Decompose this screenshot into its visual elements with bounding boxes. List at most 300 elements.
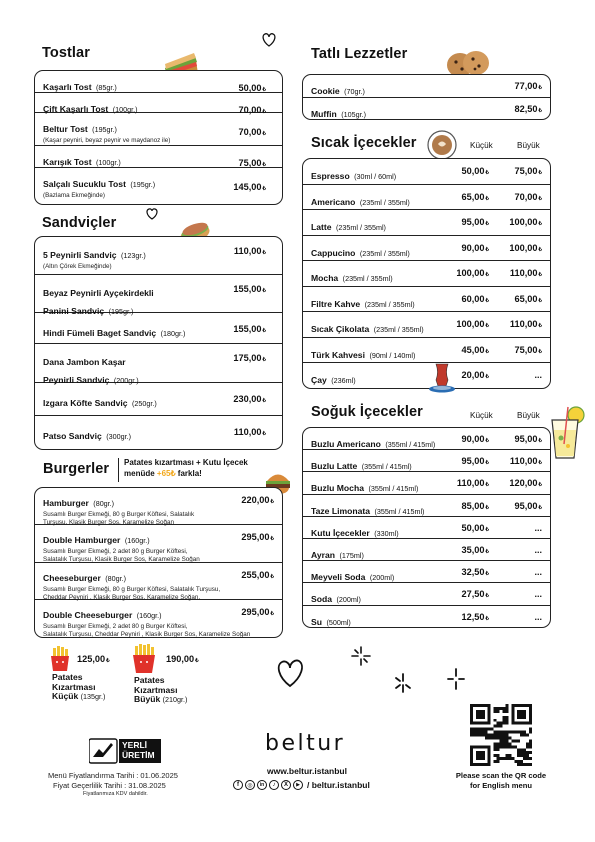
sicak-panel: [302, 158, 551, 389]
promo-text-b: farkla!: [175, 468, 202, 478]
fries-big-price: [166, 654, 199, 664]
item-name: Salçalı Sucuklu Tost: [43, 179, 126, 189]
price-small: [462, 545, 490, 555]
price-small-value: 20,00: [461, 370, 485, 380]
price-big: [510, 319, 542, 329]
drink-name: Buzlu Americano: [311, 439, 381, 449]
qr-line2: for English menu: [469, 780, 533, 790]
instagram-icon[interactable]: ◎: [245, 780, 255, 790]
tatli-list: [303, 75, 550, 119]
promo-line1: Patates kızartması + Kutu İçecek: [124, 458, 248, 467]
drink-item: [311, 217, 542, 235]
fries-small-price: [77, 654, 110, 664]
item-name: Double Hamburger: [43, 535, 121, 545]
yerli-text: YERLİ: [122, 740, 148, 750]
price-small: [462, 567, 490, 577]
menu-item: [43, 605, 274, 639]
menu-row: [35, 313, 282, 344]
soguk-panel: [302, 427, 551, 628]
item-price: [241, 495, 274, 505]
item-price-value: 75,00: [238, 158, 262, 168]
price-small-value: 32,50: [461, 567, 485, 578]
promo-text-a: menüde: [124, 468, 157, 478]
qr-caption: [440, 771, 562, 790]
drink-row: [303, 338, 550, 364]
price-big-value: ...: [534, 567, 542, 578]
drink-item: [311, 345, 542, 363]
item-size: (80gr.): [93, 499, 115, 508]
item-line: [311, 319, 542, 337]
facebook-icon[interactable]: f: [233, 780, 243, 790]
currency-symbol: ₺: [538, 482, 542, 489]
price-big-value: 95,00: [514, 500, 538, 511]
menu-row: [35, 563, 282, 600]
drink-size: (235ml / 355ml): [364, 299, 415, 309]
heart-icon: [145, 207, 159, 226]
currency-symbol: ₺: [262, 250, 266, 256]
item-price: [233, 324, 266, 334]
item-price: [234, 246, 266, 256]
currency-symbol: ₺: [485, 323, 489, 329]
fries-big-icon: [130, 644, 158, 679]
fries-big-label: [134, 676, 187, 705]
currency-symbol: ₺: [262, 131, 266, 137]
menu-row: [35, 168, 282, 204]
fries-big-l1: Patates: [134, 675, 165, 685]
item-description: Turşusu, Klasik Burger Sos, Karamelize Soğan: [43, 519, 175, 526]
currency-symbol: ₺: [538, 272, 542, 278]
drink-row: [303, 472, 550, 494]
item-price-value: 220,00: [241, 495, 270, 505]
price-small: [462, 434, 490, 444]
price-big-value: 120,00: [509, 478, 538, 489]
item-price: [239, 83, 267, 93]
currency-symbol: ₺: [485, 374, 489, 380]
price-small-value: 100,00: [456, 268, 485, 278]
pricing-dates: [48, 771, 178, 800]
price-small: [462, 345, 490, 355]
drink-row: [303, 583, 550, 605]
price-big: [510, 268, 542, 278]
linkedin-icon[interactable]: in: [257, 780, 267, 790]
sicak-col-big: Büyük: [517, 141, 540, 150]
currency-symbol: ₺: [538, 195, 542, 202]
currency-symbol: ₺: [485, 297, 489, 304]
currency-symbol: ₺: [106, 658, 110, 664]
item-price: [241, 607, 274, 617]
drink-name: Americano: [311, 196, 356, 207]
sicak-col-small: Küçük: [470, 141, 493, 150]
menu-row: [35, 146, 282, 168]
currency-symbol: ₺: [262, 357, 266, 363]
sparkle-doodle-icon-2: [392, 672, 414, 699]
price-big-value: 110,00: [509, 268, 538, 278]
currency-symbol: ₺: [538, 323, 542, 329]
drink-row: [303, 210, 550, 236]
currency-symbol: ₺: [538, 246, 542, 253]
item-price-value: 77,00: [514, 81, 538, 91]
price-big-value: 100,00: [509, 242, 538, 253]
item-name: Cookie: [311, 86, 340, 96]
drink-name: Ayran: [311, 549, 336, 560]
price-small: [462, 294, 490, 304]
item-name: Dana Jambon Kaşar: [43, 357, 126, 367]
item-price-value: 70,00: [238, 127, 262, 137]
menu-row: [35, 344, 282, 383]
item-size: (100gr.): [96, 158, 121, 167]
item-size: (180gr.): [160, 329, 186, 338]
price-small-value: 90,00: [461, 434, 485, 444]
currency-symbol: ₺: [538, 438, 542, 444]
x-icon[interactable]: X: [281, 780, 291, 790]
heart-doodle-icon: [260, 31, 278, 54]
item-name: Patso Sandviç: [43, 431, 102, 441]
tostlar-title: Tostlar: [42, 45, 90, 61]
promo-line2: [124, 469, 248, 480]
item-price-value: 175,00: [233, 353, 262, 363]
price-small: [462, 243, 490, 253]
social-row: [233, 780, 370, 790]
currency-symbol: ₺: [485, 348, 489, 355]
burger-promo-divider: [118, 458, 119, 482]
item-price-value: 110,00: [233, 427, 262, 437]
item-name: Double Cheeseburger: [43, 610, 133, 620]
item-price: [239, 158, 267, 168]
drink-size: (355ml / 415ml): [385, 440, 436, 449]
item-description: Susamlı Burger Ekmeği, 80 g Burger Köftesi, Salatalık: [43, 511, 195, 518]
item-price-value: 155,00: [233, 284, 262, 294]
drink-name: Espresso: [311, 171, 350, 181]
price-small: [462, 523, 490, 533]
drink-row: [303, 236, 550, 262]
vat-note: Fiyatlarımıza KDV dahildir.: [83, 791, 148, 797]
tiktok-icon[interactable]: ♪: [269, 780, 279, 790]
drink-row: [303, 363, 550, 389]
currency-symbol: ₺: [262, 288, 266, 294]
price-small: [462, 217, 490, 227]
item-description: Salatalık Turşusu, Klasik Burger Sos, Karamelize Soğan: [43, 556, 200, 563]
menu-item: [43, 174, 274, 200]
currency-symbol: ₺: [195, 658, 199, 664]
price-small-value: 100,00: [456, 319, 485, 329]
drink-item: [311, 166, 542, 184]
item-line: [43, 568, 274, 586]
qr-code-icon[interactable]: [470, 704, 532, 771]
menu-item: [43, 323, 274, 341]
currency-symbol: ₺: [538, 221, 542, 227]
item-note: (Bazlama Ekmeğinde): [43, 192, 105, 199]
item-name: Karışık Tost: [43, 157, 92, 167]
drink-size: (355ml / 415ml): [361, 462, 412, 472]
drink-size: (235ml / 355ml): [373, 325, 424, 334]
drink-size: (235ml / 355ml): [336, 223, 386, 232]
item-line: [43, 605, 274, 623]
item-name: Izgara Köfte Sandviç: [43, 398, 128, 408]
currency-symbol: ₺: [485, 246, 489, 253]
lemonade-glass-icon: [546, 404, 588, 467]
item-description: Salatalık Turşusu, Cheddar Peyniri , Klasik Burger Sos, Karamelize Soğan: [43, 631, 251, 638]
drink-name: Buzlu Latte: [311, 461, 358, 472]
price-big: [509, 243, 542, 253]
heart-doodle-large-icon: [275, 657, 305, 694]
item-price-value: 295,00: [241, 607, 270, 617]
item-price-value: 230,00: [233, 394, 262, 404]
menu-row: [35, 525, 282, 563]
item-price-value: 255,00: [241, 570, 270, 580]
drink-size: (500ml): [326, 617, 351, 627]
currency-symbol: ₺: [270, 499, 274, 505]
menu-row: [303, 98, 550, 119]
currency-symbol: ₺: [538, 297, 542, 304]
price-big-value: 65,00: [514, 293, 538, 304]
menu-item: [43, 426, 274, 444]
price-big: [515, 434, 543, 444]
uretim-text: ÜRETİM: [122, 749, 155, 760]
item-description: Susamlı Burger Ekmeği, 2 adet 80 g Burger Köftesi,: [43, 623, 188, 630]
drink-name: Buzlu Mocha: [311, 483, 364, 494]
price-small-value: 95,00: [461, 456, 485, 467]
currency-symbol: ₺: [262, 186, 266, 192]
item-price-value: 110,00: [233, 246, 262, 256]
item-description: Susamlı Burger Ekmeği, 80 g Burger Köftesi, Salatalık Turşusu,: [43, 586, 221, 593]
yerli-uretim-text: [122, 741, 155, 760]
item-price-value: 50,00: [238, 83, 262, 93]
item-price: [241, 570, 274, 580]
soguk-col-big: Büyük: [517, 411, 540, 420]
item-line: [311, 166, 542, 184]
price-big-value: 75,00: [514, 166, 538, 176]
drink-row: [303, 312, 550, 338]
fries-small-l2: Kızartması: [52, 681, 96, 692]
promo-highlight: +65₺: [156, 468, 176, 478]
sicak-list: [303, 159, 550, 389]
fries-big-size: (210gr.): [162, 695, 188, 704]
drink-row: [303, 450, 550, 472]
price-big: [509, 217, 542, 227]
price-small-value: 50,00: [461, 166, 485, 176]
social-handle[interactable]: / beltur.istanbul: [307, 780, 370, 790]
menu-row: [35, 383, 282, 416]
soguk-list: [303, 428, 550, 628]
currency-symbol: ₺: [262, 109, 266, 115]
price-small: [462, 166, 490, 176]
price-small: [462, 370, 490, 380]
tea-glass-icon: [428, 362, 456, 399]
item-price: [233, 353, 266, 363]
price-big: [515, 345, 543, 355]
item-price: [234, 427, 266, 437]
currency-symbol: ₺: [262, 87, 266, 93]
burgerler-panel: [34, 487, 283, 638]
item-price-value: 70,00: [238, 105, 262, 115]
item-size: (250gr.): [131, 399, 157, 408]
price-small: [456, 319, 489, 329]
item-price-value: 295,00: [241, 532, 270, 542]
item-size: (195gr.): [108, 307, 134, 316]
price-small: [462, 456, 490, 466]
tostlar-panel: [34, 70, 283, 205]
menu-row: [35, 113, 282, 146]
drink-item: [311, 192, 542, 210]
item-price-value: 145,00: [233, 182, 262, 192]
currency-symbol: ₺: [485, 221, 489, 227]
fries-small-label: [52, 673, 105, 702]
price-big: [534, 567, 542, 577]
price-small-value: 110,00: [456, 478, 485, 489]
price-small: [462, 589, 490, 599]
fries-big-l3-text: Büyük: [134, 694, 161, 704]
price-big-value: 70,00: [514, 191, 538, 202]
website: www.beltur.istanbul: [267, 766, 347, 776]
price-big-value: ...: [534, 611, 542, 622]
drink-item: [311, 268, 542, 286]
item-name: Çift Kaşarlı Tost: [43, 104, 109, 114]
item-line: [311, 243, 542, 261]
fries-small-price-value: 125,00: [77, 654, 106, 664]
youtube-icon[interactable]: ▶: [293, 780, 303, 790]
currency-symbol: ₺: [485, 615, 489, 622]
item-name: Hindi Fümeli Baget Sandviç: [43, 328, 157, 338]
drink-name: Çay: [311, 375, 327, 385]
currency-symbol: ₺: [538, 85, 542, 91]
item-price: [239, 127, 267, 137]
item-note: (Altın Çörek Ekmeğinde): [43, 263, 112, 270]
currency-symbol: ₺: [538, 504, 542, 511]
drink-size: (235ml / 355ml): [359, 197, 410, 207]
drink-size: (235ml / 355ml): [359, 248, 410, 258]
price-small-value: 12,50: [461, 611, 485, 622]
item-price: [241, 532, 274, 542]
currency-symbol: ₺: [485, 460, 489, 467]
drink-name: Sıcak Çikolata: [311, 324, 370, 334]
item-size: (100gr.): [112, 105, 138, 114]
currency-symbol: ₺: [485, 526, 489, 533]
price-big: [534, 545, 542, 555]
fries-small-l3: [52, 692, 105, 702]
drink-name: Su: [311, 616, 322, 627]
menu-item: [311, 104, 542, 122]
price-big-value: 100,00: [509, 217, 538, 227]
drink-item: [311, 243, 542, 261]
item-line: [311, 217, 542, 235]
fries-small-size: (135gr.): [80, 692, 106, 701]
menu-row: [35, 275, 282, 316]
item-name: Muffin: [311, 109, 337, 119]
burgerler-title: Burgerler: [43, 461, 110, 477]
menu-row: [35, 237, 282, 275]
price-big: [515, 294, 543, 304]
drink-row: [303, 495, 550, 517]
soguk-title: Soğuk İçecekler: [311, 404, 423, 420]
menu-item: [43, 393, 274, 411]
currency-symbol: ₺: [538, 108, 542, 114]
sandvicler-title: Sandviçler: [42, 215, 117, 231]
item-size: (195gr.): [92, 125, 117, 134]
item-price: [233, 182, 266, 192]
currency-symbol: ₺: [485, 548, 489, 555]
item-price: [515, 81, 543, 91]
currency-symbol: ₺: [485, 170, 489, 176]
qr-line1: Please scan the QR code: [455, 771, 547, 780]
item-size: (195gr.): [130, 180, 156, 189]
item-price: [515, 104, 543, 114]
item-size: (85gr.): [96, 83, 117, 92]
menu-row: [35, 416, 282, 449]
item-name: Beyaz Peynirli Ayçekirdekli: [43, 288, 154, 298]
drink-size: (200ml): [369, 573, 395, 583]
item-price-value: 155,00: [233, 324, 262, 334]
item-size: (160gr.): [136, 611, 162, 620]
menu-item: [43, 119, 274, 145]
drink-row: [303, 159, 550, 185]
drink-item: [311, 319, 542, 337]
menu-row: [35, 71, 282, 93]
price-big-value: ...: [534, 522, 542, 533]
burgerler-list: [35, 488, 282, 637]
item-price: [233, 284, 266, 294]
menu-item: [43, 568, 274, 602]
drink-size: (330ml): [374, 528, 399, 538]
drink-size: (90ml / 140ml): [369, 350, 416, 360]
price-big-value: 110,00: [509, 456, 538, 467]
item-size: (70gr.): [344, 87, 365, 96]
price-small-value: 35,00: [461, 544, 485, 555]
item-name: Beltur Tost: [43, 124, 88, 134]
item-size: (105gr.): [341, 110, 367, 119]
price-small-value: 95,00: [461, 217, 485, 227]
price-big: [534, 523, 542, 533]
price-small-value: 45,00: [461, 344, 485, 355]
item-name-2: Peynirli Sandviç: [43, 375, 110, 385]
price-small: [456, 268, 489, 278]
price-big: [515, 192, 543, 202]
drink-size: (355ml / 415ml): [368, 484, 419, 494]
burger-promo: [124, 458, 248, 479]
item-size: (160gr.): [124, 536, 150, 545]
currency-symbol: ₺: [270, 574, 274, 580]
drink-size: (235ml / 355ml): [342, 274, 393, 283]
menu-row: [35, 93, 282, 113]
currency-symbol: ₺: [485, 438, 489, 444]
drink-item: [311, 294, 542, 312]
fries-small-l3-text: Küçük: [52, 691, 79, 701]
sicak-title: Sıcak İçecekler: [311, 135, 417, 151]
price-small: [462, 192, 490, 202]
currency-symbol: ₺: [485, 195, 489, 202]
menu-item: [311, 81, 542, 99]
currency-symbol: ₺: [270, 536, 274, 542]
item-name-2: Panini Sandviç: [43, 306, 105, 316]
item-line: [311, 294, 542, 312]
drink-size: (175ml): [339, 550, 364, 560]
drink-size: (355ml / 415ml): [374, 506, 425, 516]
drink-name: Cappucino: [311, 247, 356, 258]
brand-logo: beltur: [265, 731, 346, 756]
drink-name: Meyveli Soda: [311, 572, 366, 583]
price-small-value: 85,00: [461, 500, 485, 511]
menu-row: [35, 488, 282, 525]
sandvicler-panel: [34, 236, 283, 450]
currency-symbol: ₺: [262, 162, 266, 168]
item-size: (80gr.): [105, 574, 127, 583]
price-big-value: ...: [534, 544, 542, 555]
item-line: [311, 104, 542, 122]
drink-size: (200ml): [336, 595, 361, 605]
currency-symbol: ₺: [485, 593, 489, 600]
drink-row: [303, 606, 550, 628]
tatli-title: Tatlı Lezzetler: [311, 46, 408, 62]
price-big: [534, 589, 542, 599]
